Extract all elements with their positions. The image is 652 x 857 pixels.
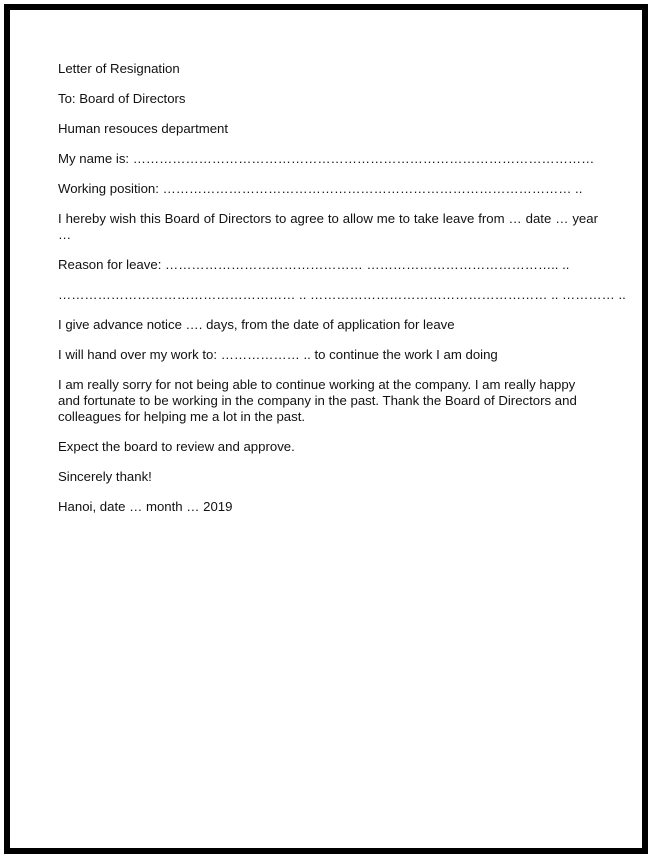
letter-title: Letter of Resignation: [58, 61, 180, 76]
department-line: Human resouces department: [58, 121, 229, 136]
closing-line: Sincerely thank!: [58, 469, 152, 484]
approval-request-line: Expect the board to review and approve.: [58, 439, 295, 454]
recipient-line: To: Board of Directors: [58, 91, 186, 106]
leave-request-paragraph: I hereby wish this Board of Directors to agree to allow me to take leave from … date … year …: [58, 211, 598, 242]
position-field-line: Working position: ………………………………………………………………………………… ..: [58, 181, 583, 196]
handover-line: I will hand over my work to: ……………… .. to continue the work I am doing: [58, 347, 498, 362]
notice-line: I give advance notice …. days, from the date of application for leave: [58, 317, 455, 332]
reason-field-line: Reason for leave: ……………………………………… …………………………………….. ..: [58, 257, 570, 272]
reason-continuation-line: ……………………………………………… .. ……………………………………………… .. ………… ..: [58, 287, 626, 302]
apology-paragraph: I am really sorry for not being able to continue working at the company. I am really happy and fortunate to be working in the company in the past. Thank the Board of Directors and colleagues for helping me a lot in the past.: [58, 377, 577, 424]
letter-body: [58, 61, 626, 529]
place-date-line: Hanoi, date … month … 2019: [58, 499, 233, 514]
page-frame: [4, 4, 648, 854]
name-field-line: My name is: ……………………………………………………………………………………………: [58, 151, 595, 166]
